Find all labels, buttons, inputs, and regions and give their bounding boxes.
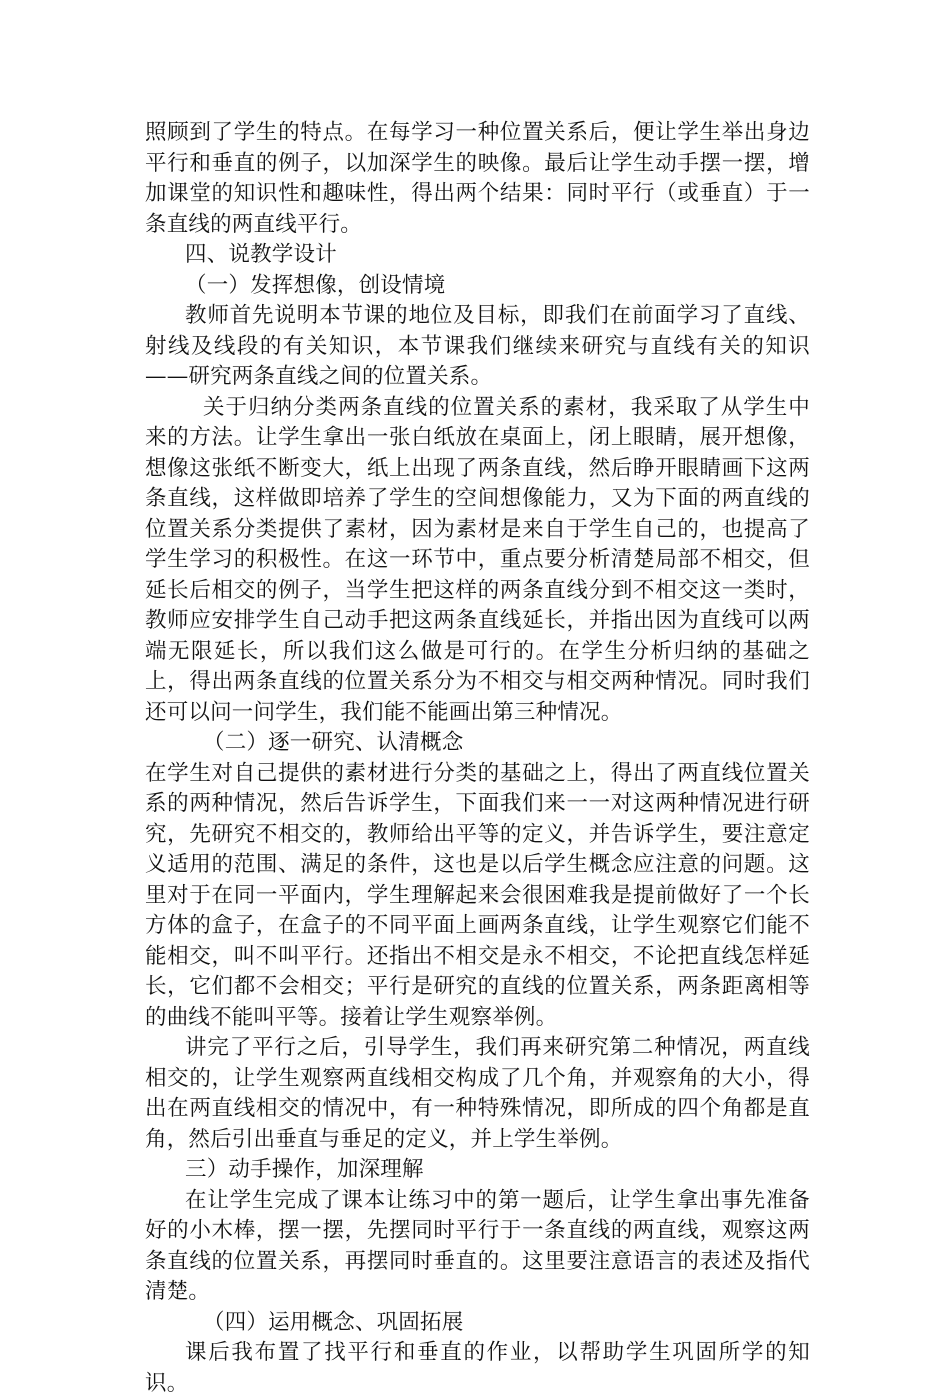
subheading-application: （四）运用概念、巩固拓展 <box>203 1309 464 1335</box>
paragraph-material: 关于归纳分类两条直线的位置关系的素材，我采取了从学生中来的方法。让学生拿出一张白纸放在桌面上，闭上眼睛，展开想像，想像这张纸不断变大，纸上出现了两条直线，然后睁开眼睛画下这两条直线，这样做即培养了学生的空间想像能力，又为下面的两直线的位置关系分类提供了素材，因为素材是来自于学生自己的，也提高了学生学习的积极性。在这一环节中，重点要分析清楚局部不相交，但延长后相交的例子，当学生把这样的两条直线分到不相交这一类时，教师应安排学生自己动手把这两条直线延长，并指出因为直线可以两端无限延长，所以我们这么做是可行的。在学生分析归纳的基础之上，得出两条直线的位置关系分为不相交与相交两种情况。同时我们还可以问一问学生，我们能不能画出第三种情况。 <box>145 394 810 725</box>
subheading-hands-on: 三）动手操作，加深理解 <box>185 1157 424 1182</box>
paragraph-operation: 在让学生完成了课本让练习中的第一题后，让学生拿出事先准备好的小木棒，摆一摆，先摆同时平行于一条直线的两直线，观察这两条直线的位置关系，再摆同时垂直的。这里要注意语言的表述及指代清楚。 <box>145 1187 810 1304</box>
paragraph-intro: 教师首先说明本节课的地位及目标，即我们在前面学习了直线、射线及线段的有关知识，本节课我们继续来研究与直线有关的知识——研究两条直线之间的位置关系。 <box>145 303 810 389</box>
section-heading-teaching-design: 四、说教学设计 <box>185 242 337 267</box>
subheading-imagination: （一）发挥想像，创设情境 <box>185 272 446 298</box>
paragraph-concept: 在学生对自己提供的素材进行分类的基础之上，得出了两直线位置关系的两种情况，然后告诉学生，下面我们来一一对这两种情况进行研究，先研究不相交的，教师给出平等的定义，并告诉学生，要注意定义适用的范围、满足的条件，这也是以后学生概念应注意的问题。这里对于在同一平面内，学生理解起来会很困难我是提前做好了一个长方体的盒子，在盒子的不同平面上画两条直线，让学生观察它们能不能相交，叫不叫平行。还指出不相交是永不相交，不论把直线怎样延长，它们都不会相交；平行是研究的直线的位置关系，两条距离相等的曲线不能叫平等。接着让学生观察举例。 <box>145 760 810 1030</box>
subheading-concepts: （二）逐一研究、认清概念 <box>203 730 464 755</box>
document-body <box>145 118 810 1399</box>
paragraph-continuation: 照顾到了学生的特点。在每学习一种位置关系后，便让学生举出身边平行和垂直的例子，以加深学生的映像。最后让学生动手摆一摆，增加课堂的知识性和趣味性，得出两个结果：同时平行（或垂直）于一条直线的两直线平行。 <box>145 120 810 237</box>
paragraph-perpendicular: 讲完了平行之后，引导学生，我们再来研究第二种情况，两直线相交的，让学生观察两直线相交构成了几个角，并观察角的大小，得出在两直线相交的情况中，有一种特殊情况，即所成的四个角都是直角，然后引出垂直与垂足的定义，并上学生举例。 <box>145 1035 810 1152</box>
paragraph-homework: 课后我布置了找平行和垂直的作业，以帮助学生巩固所学的知识。 <box>145 1340 810 1396</box>
